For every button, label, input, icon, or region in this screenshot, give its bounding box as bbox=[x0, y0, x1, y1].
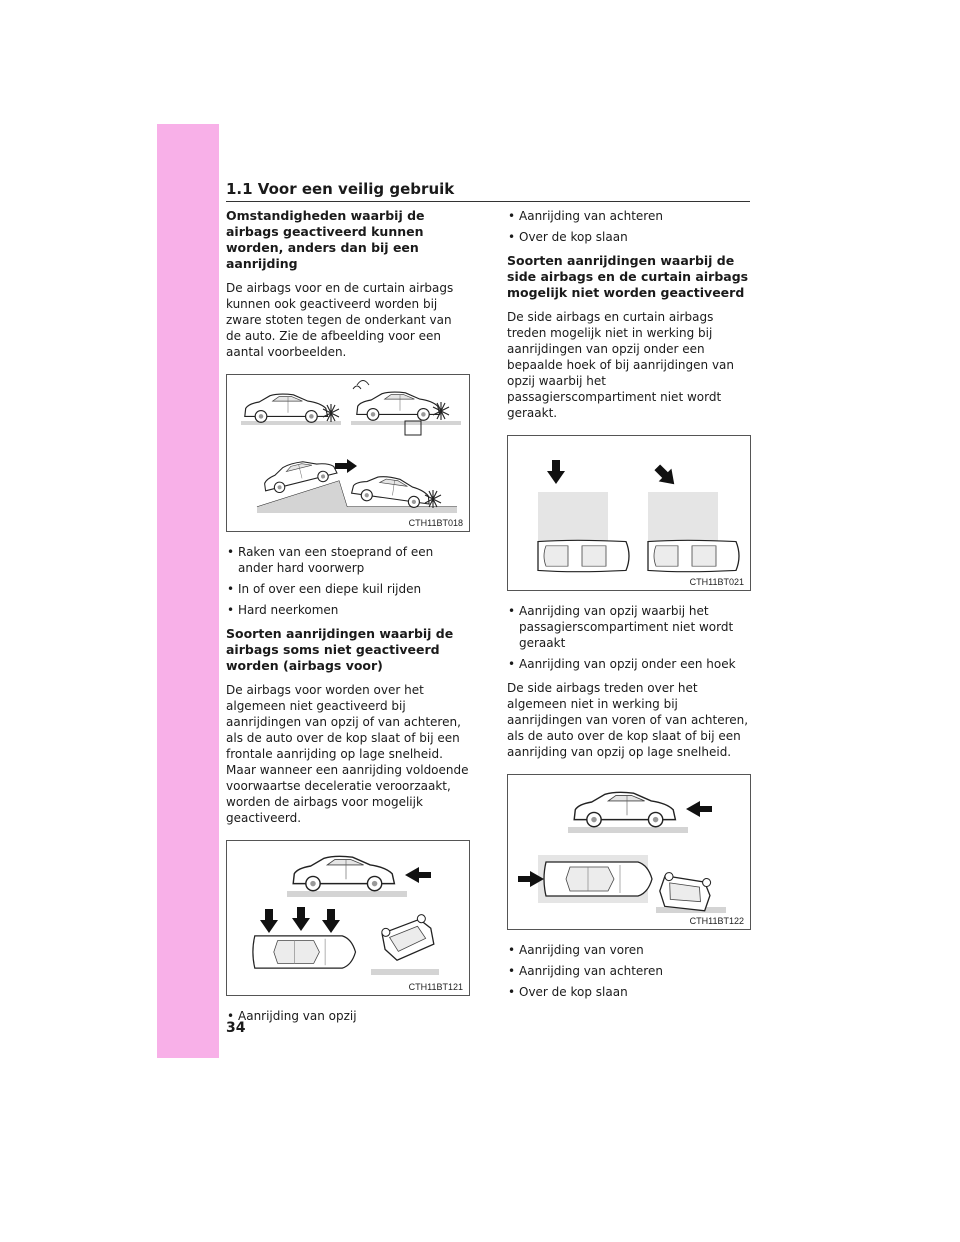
list-item: • Over de kop slaan bbox=[508, 985, 628, 999]
bullet-list-side-angle bbox=[507, 603, 751, 672]
figure-side-angle-collisions bbox=[507, 435, 751, 591]
heading-front-airbags-not-activated: Soorten aanrijdingen waarbij de airbags soms niet geactiveerd worden (airbags voor) bbox=[226, 626, 454, 673]
page-number: 34 bbox=[226, 1020, 246, 1036]
figure-code: CTH11BT121 bbox=[408, 982, 463, 992]
bullet-list-front-rear-rollover bbox=[507, 942, 751, 1000]
bullet-list-side bbox=[226, 1008, 470, 1024]
paragraph-side-curtain: De side airbags en curtain airbags treden mogelijk niet in werking bij aanrijdingen van opzij onder een bepaalde hoek of bij aanrijdingen van opzij waarbij het passagierscompartiment niet wordt geraakt. bbox=[507, 310, 734, 420]
list-item: • Aanrijding van opzij onder een hoek bbox=[508, 657, 736, 671]
list-item: • Aanrijding van voren bbox=[508, 943, 644, 957]
figure-undercarriage-impacts bbox=[226, 374, 470, 532]
list-item: • Aanrijding van opzij bbox=[227, 1009, 357, 1023]
list-item: • Hard neerkomen bbox=[227, 603, 339, 617]
list-item: • Raken van een stoeprand of een ander hard voorwerp bbox=[227, 545, 434, 575]
list-item: • In of over een diepe kuil rijden bbox=[227, 582, 422, 596]
paragraph-non-collision: De airbags voor en de curtain airbags kunnen ook geactiveerd worden bij zware stoten tegen de onderkant van de auto. Zie de afbeelding voor een aantal voorbeelden. bbox=[226, 281, 454, 359]
bullet-list-rear-rollover bbox=[507, 208, 751, 245]
right-column bbox=[507, 208, 751, 1008]
paragraph-front-airbags: De airbags voor worden over het algemeen niet geactiveerd bij aanrijdingen van opzij of van achteren, als de auto over de kop slaat of bij een frontale aanrijding op lage snelheid. Maar wanneer een aanrijding voldoende voorwaartse deceleratie veroorzaakt, worden de airbags voor mogelijk geactiveerd. bbox=[226, 683, 469, 825]
list-item: • Over de kop slaan bbox=[508, 230, 628, 244]
figure-front-airbag-collisions bbox=[226, 840, 470, 996]
figure-code: CTH11BT018 bbox=[408, 518, 463, 528]
section-header: 1.1 Voor een veilig gebruik bbox=[226, 180, 750, 202]
heading-side-curtain-not-activated: Soorten aanrijdingen waarbij de side airbags en de curtain airbags mogelijk niet worden geactiveerd bbox=[507, 253, 749, 300]
figure-code: CTH11BT021 bbox=[689, 577, 744, 587]
figure-side-airbag-collisions bbox=[507, 774, 751, 930]
heading-non-collision-activation: Omstandigheden waarbij de airbags geactiveerd kunnen worden, anders dan bij een aanrijding bbox=[226, 208, 425, 271]
left-column bbox=[226, 208, 470, 1032]
list-item: • Aanrijding van opzij waarbij het passagierscompartiment niet wordt geraakt bbox=[508, 604, 734, 650]
paragraph-side-airbags-general: De side airbags treden over het algemeen niet in werking bij aanrijdingen van voren of van achteren, als de auto over de kop slaat of bij een aanrijding van opzij op lage snelheid. bbox=[507, 681, 749, 759]
bullet-list-impacts bbox=[226, 544, 470, 618]
figure-code: CTH11BT122 bbox=[689, 916, 744, 926]
section-tab-strip bbox=[157, 124, 219, 1058]
list-item: • Aanrijding van achteren bbox=[508, 964, 663, 978]
list-item: • Aanrijding van achteren bbox=[508, 209, 663, 223]
